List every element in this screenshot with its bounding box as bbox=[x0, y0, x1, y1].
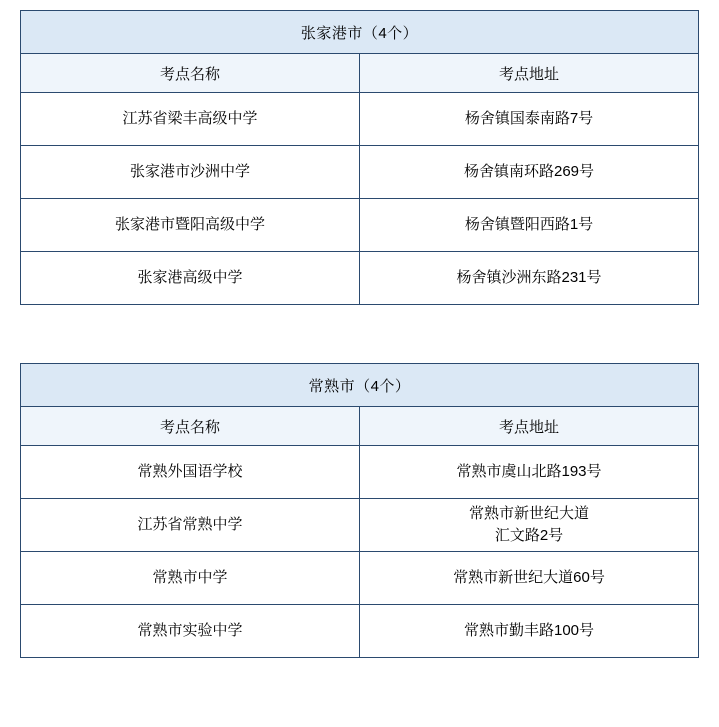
table-gap bbox=[12, 305, 707, 363]
site-address bbox=[360, 93, 699, 146]
address-line: 常熟市新世纪大道60号 bbox=[453, 569, 605, 587]
table-row bbox=[21, 252, 699, 305]
address-line: 常熟市勤丰路100号 bbox=[463, 622, 595, 640]
address-line: 杨舍镇暨阳西路1号 bbox=[464, 216, 594, 234]
site-address bbox=[360, 446, 699, 499]
table-row bbox=[21, 446, 699, 499]
site-name: 常熟外国语学校 bbox=[21, 446, 360, 499]
column-header-address: 考点地址 bbox=[360, 407, 699, 446]
table-header-row bbox=[21, 54, 699, 93]
exam-site-table-zhangjiagang bbox=[20, 10, 699, 305]
site-address bbox=[360, 252, 699, 305]
site-name: 常熟市实验中学 bbox=[21, 605, 360, 658]
table-row bbox=[21, 146, 699, 199]
table-row bbox=[21, 552, 699, 605]
table-row bbox=[21, 199, 699, 252]
address-line: 汇文路2号 bbox=[494, 527, 564, 544]
site-name: 江苏省常熟中学 bbox=[21, 499, 360, 552]
table-row bbox=[21, 93, 699, 146]
address-line: 杨舍镇沙洲东路231号 bbox=[456, 269, 602, 287]
site-address bbox=[360, 199, 699, 252]
table-title: 张家港市（4个） bbox=[21, 11, 699, 54]
exam-site-table-changshu bbox=[20, 363, 699, 658]
table-title-row bbox=[21, 11, 699, 54]
site-address bbox=[360, 552, 699, 605]
site-address bbox=[360, 499, 699, 552]
address-line: 杨舍镇南环路269号 bbox=[463, 163, 595, 181]
address-line: 常熟市虞山北路193号 bbox=[456, 463, 602, 481]
table-row bbox=[21, 499, 699, 552]
table-title: 常熟市（4个） bbox=[21, 364, 699, 407]
site-name: 张家港市暨阳高级中学 bbox=[21, 199, 360, 252]
address-line: 常熟市新世纪大道 bbox=[468, 505, 589, 523]
site-address bbox=[360, 605, 699, 658]
site-name: 常熟市中学 bbox=[21, 552, 360, 605]
table-title-row bbox=[21, 364, 699, 407]
table-row bbox=[21, 605, 699, 658]
column-header-address: 考点地址 bbox=[360, 54, 699, 93]
site-name: 江苏省梁丰高级中学 bbox=[21, 93, 360, 146]
table-header-row bbox=[21, 407, 699, 446]
site-address bbox=[360, 146, 699, 199]
address-line: 杨舍镇国泰南路7号 bbox=[464, 110, 594, 128]
column-header-name: 考点名称 bbox=[21, 407, 360, 446]
site-name: 张家港高级中学 bbox=[21, 252, 360, 305]
site-name: 张家港市沙洲中学 bbox=[21, 146, 360, 199]
column-header-name: 考点名称 bbox=[21, 54, 360, 93]
